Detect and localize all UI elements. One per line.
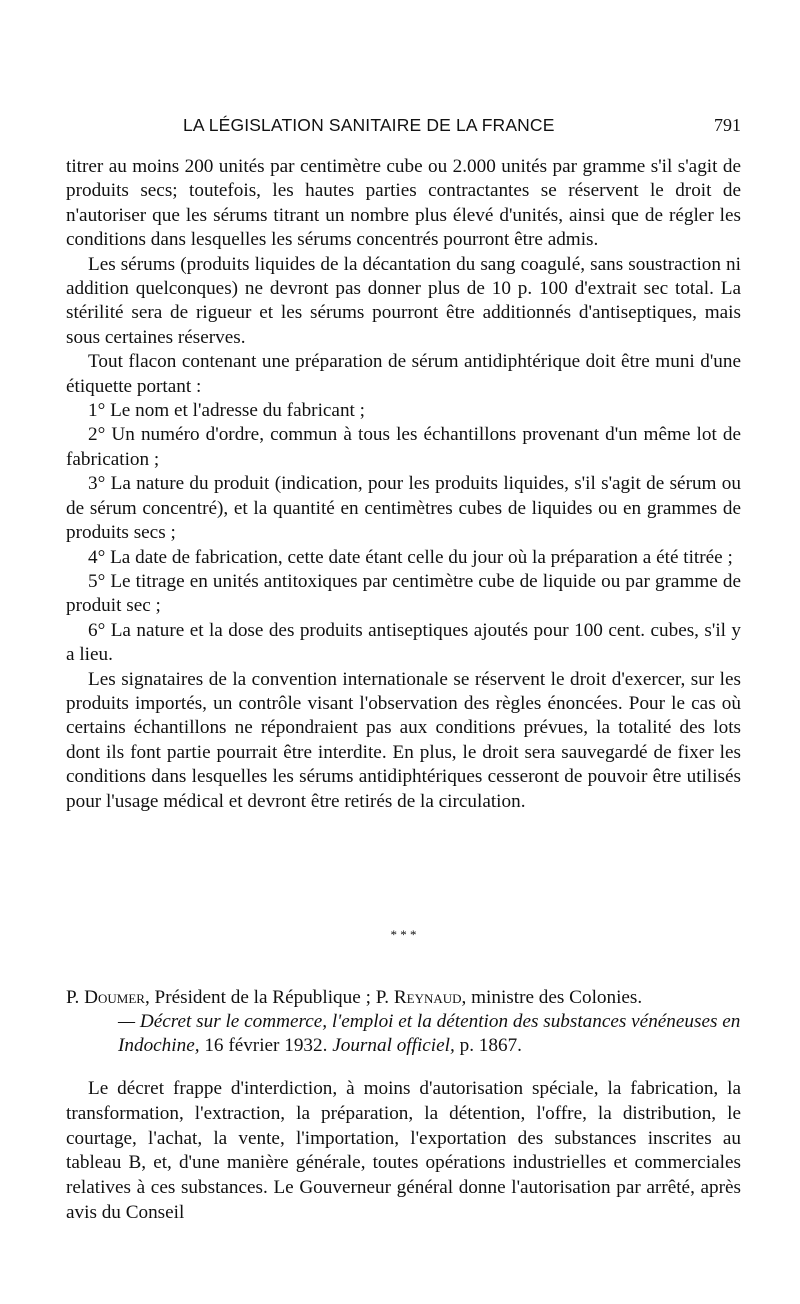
- decree-authors: P. Doumer, Président de la République ; P. Reynaud, ministre des Colonies.: [66, 987, 643, 1008]
- page-number: 791: [714, 115, 741, 135]
- list-item-3: 3° La nature du produit (indication, pour les produits liquides, s'il s'agit de sérum ou de sérum concentré), et la quantité en centimètres cubes de liquides ou en grammes de produits secs ;: [66, 473, 741, 544]
- list-item-5: 5° Le titrage en unités antitoxiques par centimètre cube de liquide ou par gramme de produit sec ;: [66, 570, 741, 617]
- paragraph-serum-composition: Les sérums (produits liquides de la décantation du sang coagulé, sans soustraction ni addition quelconques) ne devront pas donner plus de 10 p. 100 d'extrait sec total. La stérilité sera de rigueur et les sérums pourront être additionnés d'antiseptiques, mais sous certaines réserves.: [66, 253, 741, 348]
- paragraph-decree-body: Le décret frappe d'interdiction, à moins d'autorisation spéciale, la fabrication, la transformation, l'extraction, la préparation, la détention, l'offre, la distribution, le courtage, l'achat, la vente, l'importation, l'exportation des substances inscrites au tableau B, et, d'une manière générale, toutes opérations industrielles et commerciales relatives à ces substances. Le Gouverneur général donne l'autorisation par arrêté, après avis du Conseil: [66, 1078, 741, 1223]
- page-header: [66, 115, 741, 139]
- paragraph-signatories: Les signataires de la convention internationale se réservent le droit d'exercer, sur les produits importés, un contrôle visant l'observation des règles énoncées. Pour le cas où certains échantillons ne répondraient pas aux conditions prévues, la totalité des lots dont ils font partie pourrait être interdite. En plus, le droit sera sauvegardé de fixer les conditions dans lesquelles les sérums antidiphtériques cesseront de pouvoir être utilisés pour l'usage médical et devront être retirés de la circulation.: [66, 668, 741, 812]
- paragraph-continuation: titrer au moins 200 unités par centimètre cube ou 2.000 unités par gramme s'il s'agit de produits secs; toutefois, les hautes parties contractantes se réservent le droit de n'autoriser que les sérums titrant un nombre plus élevé d'unités, ainsi que de régler les conditions dans lesquelles les sérums concentrés pourront être admis.: [66, 156, 741, 251]
- running-title: LA LÉGISLATION SANITAIRE DE LA FRANCE: [183, 115, 555, 135]
- list-item-1: 1° Le nom et l'adresse du fabricant ;: [88, 400, 365, 422]
- main-text: [66, 155, 741, 814]
- paragraph-label-requirements: Tout flacon contenant une préparation de sérum antidiphtérique doit être muni d'une étiquette portant :: [66, 351, 741, 397]
- author-name-doumer: Doumer: [84, 987, 145, 1008]
- decree-text: [66, 1077, 741, 1226]
- list-item-6: 6° La nature et la dose des produits antiseptiques ajoutés pour 100 cent. cubes, s'il y a lieu.: [66, 619, 741, 666]
- document-page: [66, 0, 741, 1304]
- list-item-2: 2° Un numéro d'ordre, commun à tous les échantillons provenant d'un même lot de fabrication ;: [66, 424, 741, 470]
- journal-reference: Journal officiel,: [332, 1035, 455, 1056]
- decree-heading: [66, 986, 741, 1058]
- author-name-reynaud: Reynaud: [393, 987, 462, 1008]
- decree-title: — Décret sur le commerce, l'emploi et la détention des substances vénéneuses en Indochine, 16 février 1932. Journal officiel, p. 1867.: [118, 1011, 741, 1056]
- list-item-4: 4° La date de fabrication, cette date étant celle du jour où la préparation a été titrée ;: [88, 546, 733, 568]
- section-separator: * * *: [390, 927, 417, 942]
